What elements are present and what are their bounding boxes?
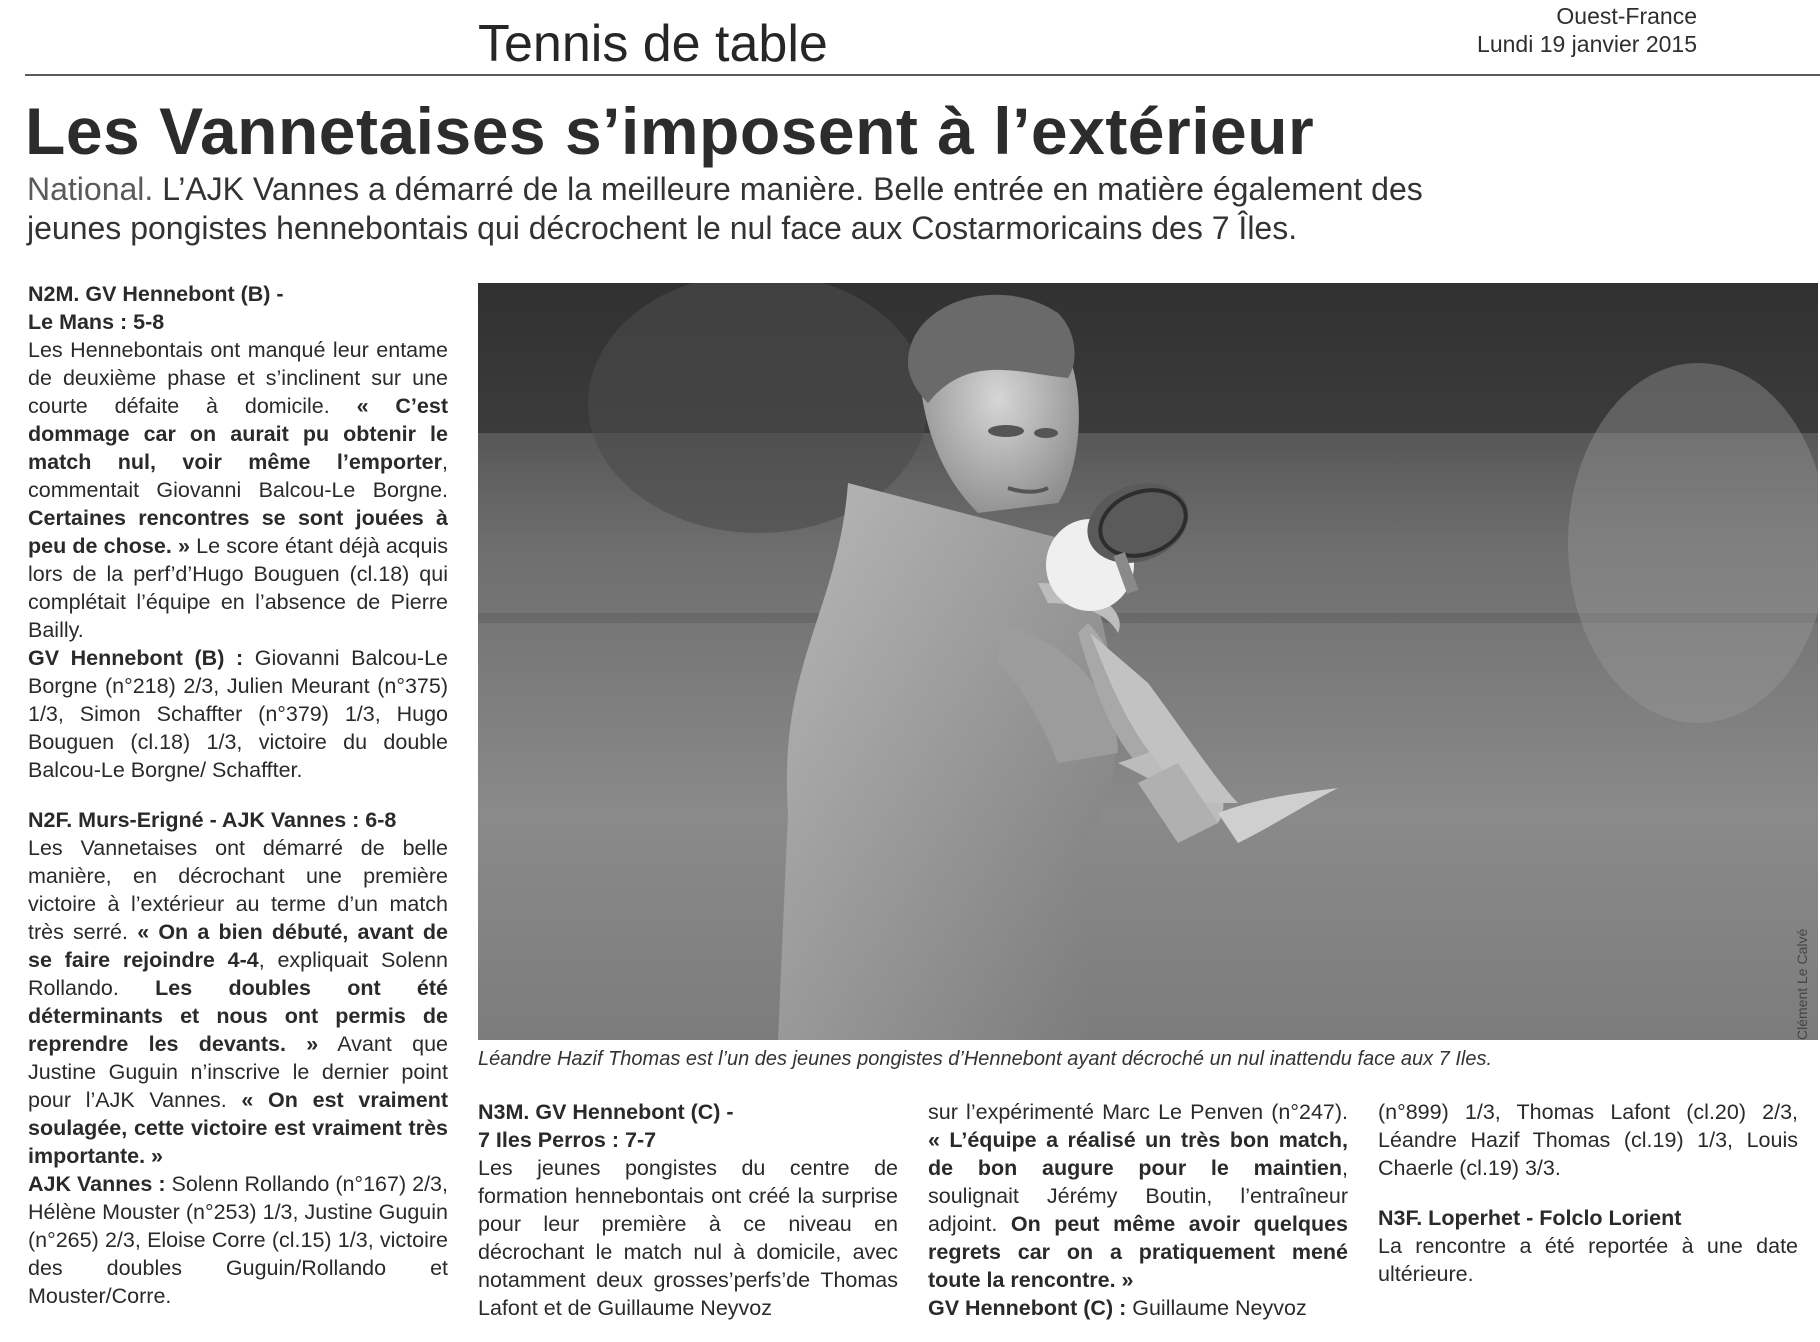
photo (478, 283, 1818, 1040)
article3-lineup (928, 1294, 1348, 1322)
column-3 (928, 1098, 1348, 1322)
article1-text2: Le score étant déjà acquis lors de la perf’d’Hugo Bouguen (cl.18) qui complétait l’équipe en l’absence de Pierre Bailly. (28, 534, 448, 642)
article1-team: GV Hennebont (B) : (28, 646, 244, 670)
article3-body-part2 (928, 1098, 1348, 1294)
article1-quote1: « C’est dommage car on aurait pu obtenir le match nul, voir même l’emporter (28, 394, 448, 474)
article1-title-line2: Le Mans : 5-8 (28, 310, 165, 334)
article1-intro: Les Hennebontais ont manqué leur entame de deuxième phase et s’inclinent sur une courte défaite à domicile. (28, 338, 448, 418)
article3-title (478, 1098, 898, 1154)
article1-title (28, 280, 448, 336)
section-title: Tennis de table (478, 15, 828, 73)
article3-attribution: , soulignait Jérémy Boutin, l’entraîneur adjoint. (928, 1156, 1348, 1236)
article2-text2: Avant que Justine Guguin n’inscrive le dernier point pour l’AJK Vannes. (28, 1032, 448, 1112)
table-tennis-player-photo (478, 283, 1818, 1040)
article2-quote2: Les doubles ont été déterminants et nous ont permis de reprendre les devants. » (28, 976, 448, 1056)
article3-quote1: « L’équipe a réalisé un très bon match, de bon augure pour le maintien (928, 1128, 1348, 1180)
column-1 (28, 280, 448, 1310)
article3-title-line2: 7 Iles Perros : 7-7 (478, 1128, 657, 1152)
article2-lineup-text: Solenn Rollando (n°167) 2/3, Hélène Mouster (n°253) 1/3, Justine Guguin (n°265) 2/3, Eloise Corre (cl.15) 1/3, victoire des doubles Guguin/Rollando et Mouster/Corre. (28, 1172, 448, 1308)
article1-attribution: , commentait Giovanni Balcou-Le Borgne. (28, 450, 448, 502)
article3-title-line1: N3M. GV Hennebont (C) - (478, 1100, 734, 1124)
article2-team: AJK Vannes : (28, 1172, 166, 1196)
article1-title-line1: N2M. GV Hennebont (B) - (28, 282, 284, 306)
article3-text2: sur l’expérimenté Marc Le Penven (n°247). (928, 1100, 1348, 1124)
article1-lineup (28, 644, 448, 784)
article2-title: N2F. Murs-Erigné - AJK Vannes : 6-8 (28, 808, 397, 832)
article2-quote3: « On est vraiment soulagée, cette victoire est vraiment très importante. » (28, 1088, 449, 1168)
photo-caption: Léandre Hazif Thomas est l’un des jeunes pongistes d’Hennebont ayant décroché un nul inattendu face aux 7 Iles. (478, 1048, 1492, 1070)
article3-quote2: On peut même avoir quelques regrets car on a pratiquement mené toute la rencontre. » (928, 1212, 1349, 1292)
column-2 (478, 1098, 898, 1322)
article1-lineup-text: Giovanni Balcou-Le Borgne (n°218) 2/3, Julien Meurant (n°375) 1/3, Simon Schaffter (n°379) 1/3, Hugo Bouguen (cl.18) 1/3, victoire du double Balcou-Le Borgne/ Schaffter. (28, 646, 448, 782)
headline: Les Vannetaises s’imposent à l’extérieur (25, 94, 1315, 168)
article3-lineup-part1: Guillaume Neyvoz (1126, 1296, 1307, 1320)
standfirst (27, 170, 1487, 248)
article2-lineup (28, 1170, 448, 1310)
article2-intro: Les Vannetaises ont démarré de belle manière, en décrochant une première victoire à l’extérieur au terme d’un match très serré. (28, 836, 448, 944)
article3-body-part1: Les jeunes pongistes du centre de formation hennebontais ont créé la surprise pour leur première à ce niveau en décrochant le match nul à domicile, avec notamment deux grosses’perfs’de Thomas Lafont et de Guillaume Neyvoz (478, 1156, 898, 1320)
photo-credit: Clément Le Calvé (1794, 928, 1810, 1040)
article3-team: GV Hennebont (C) : (928, 1296, 1127, 1320)
column-4 (1378, 1098, 1798, 1288)
article2-attribution: , expliquait Solenn Rollando. (28, 948, 448, 1000)
newspaper-name: Ouest-France (1556, 3, 1697, 29)
publication-date: Lundi 19 janvier 2015 (1477, 31, 1697, 57)
masthead (1477, 2, 1697, 58)
standfirst-text: L’AJK Vannes a démarré de la meilleure manière. Belle entrée en matière également des jeunes pongistes hennebontais qui décrochent le nul face aux Costarmoricains des 7 Îles. (27, 171, 1423, 246)
standfirst-kicker: National. (27, 171, 154, 207)
article2-body (28, 834, 448, 1170)
article1-quote2: Certaines rencontres se sont jouées à peu de chose. » (28, 506, 448, 558)
article1-body (28, 336, 448, 644)
article4-title: N3F. Loperhet - Folclo Lorient (1378, 1206, 1682, 1230)
article4-body: La rencontre a été reportée à une date ultérieure. (1378, 1234, 1798, 1286)
article3-lineup-cont: (n°899) 1/3, Thomas Lafont (cl.20) 2/3, Léandre Hazif Thomas (cl.19) 1/3, Louis Chaerle (cl.19) 3/3. (1378, 1100, 1798, 1180)
article2-quote1: « On a bien débuté, avant de se faire rejoindre 4-4 (28, 920, 448, 972)
header-rule (25, 74, 1820, 76)
